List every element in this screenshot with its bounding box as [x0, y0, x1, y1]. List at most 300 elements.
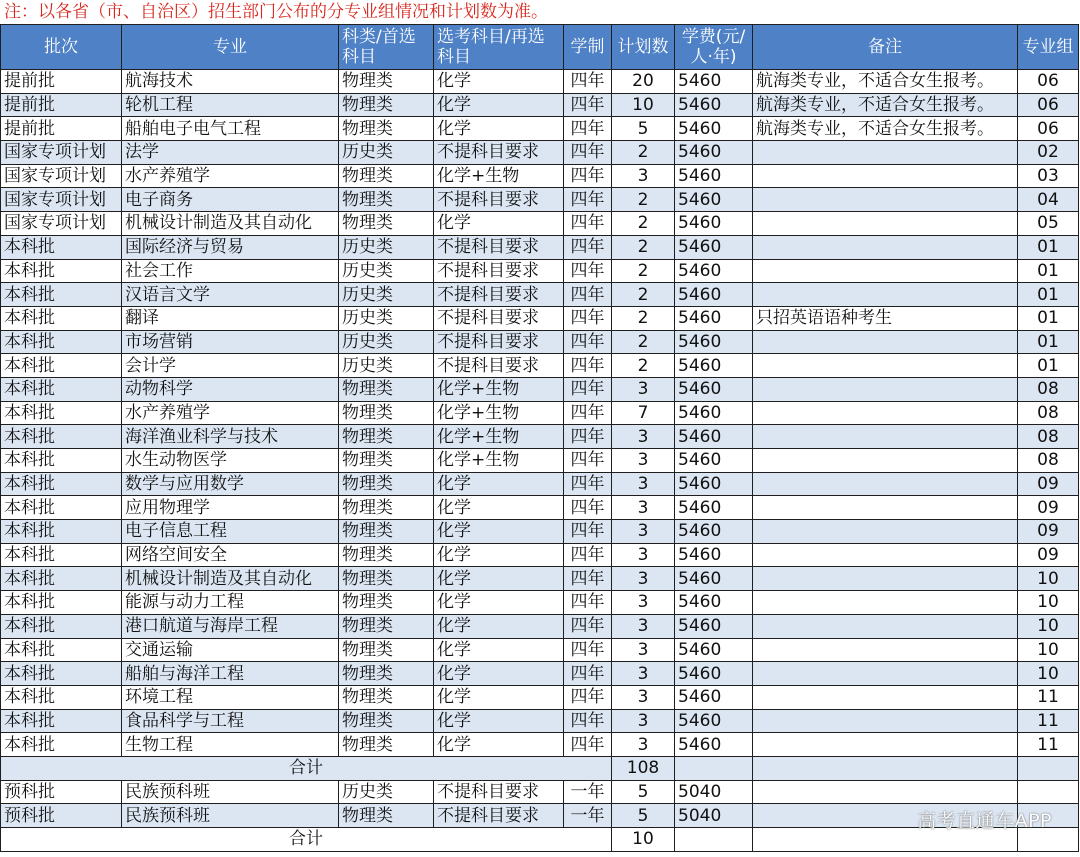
cell-group: 09: [1018, 520, 1079, 544]
cell-subject: 化学: [434, 567, 564, 591]
cell-fee: 5460: [675, 614, 753, 638]
cell-major: 汉语言文学: [122, 283, 339, 307]
table-row: [1, 662, 1079, 686]
cell-plan: 2: [612, 188, 675, 212]
cell-subject: 化学+生物: [434, 425, 564, 449]
cell-duration: 四年: [564, 614, 612, 638]
cell-major: 社会工作: [122, 259, 339, 283]
cell-major: 能源与动力工程: [122, 591, 339, 615]
cell-duration: 四年: [564, 662, 612, 686]
cell-major: 海洋渔业科学与技术: [122, 425, 339, 449]
cell-fee: 5460: [675, 235, 753, 259]
cell-category: 物理类: [339, 70, 434, 94]
cell-category: 物理类: [339, 591, 434, 615]
cell-major: 电子信息工程: [122, 520, 339, 544]
cell-major: 数学与应用数学: [122, 472, 339, 496]
cell-remark: [753, 780, 1018, 804]
table-body: [1, 70, 1079, 852]
cell-plan: 7: [612, 401, 675, 425]
cell-plan: 20: [612, 70, 675, 94]
cell-plan: 3: [612, 520, 675, 544]
cell-subject: 化学: [434, 212, 564, 236]
total-plan: 108: [612, 756, 675, 780]
cell-major: 机械设计制造及其自动化: [122, 567, 339, 591]
cell-fee: 5460: [675, 591, 753, 615]
cell-major: 轮机工程: [122, 93, 339, 117]
table-row: [1, 188, 1079, 212]
cell-subject: 不提科目要求: [434, 188, 564, 212]
cell-batch: 本科批: [1, 306, 122, 330]
cell-subject: 化学+生物: [434, 164, 564, 188]
cell-category: 物理类: [339, 543, 434, 567]
cell-batch: 本科批: [1, 377, 122, 401]
cell-major: 船舶与海洋工程: [122, 662, 339, 686]
cell-duration: 四年: [564, 306, 612, 330]
cell-group: 05: [1018, 212, 1079, 236]
cell-remark: [753, 259, 1018, 283]
cell-fee: 5460: [675, 117, 753, 141]
cell-subject: 不提科目要求: [434, 306, 564, 330]
cell-batch: 提前批: [1, 70, 122, 94]
cell-fee: 5460: [675, 425, 753, 449]
cell-major: 港口航道与海岸工程: [122, 614, 339, 638]
cell-plan: 5: [612, 804, 675, 828]
cell-batch: 本科批: [1, 354, 122, 378]
cell-subject: 不提科目要求: [434, 780, 564, 804]
cell-duration: 四年: [564, 638, 612, 662]
cell-duration: 四年: [564, 164, 612, 188]
total-empty-cell: [675, 756, 753, 780]
cell-major: 应用物理学: [122, 496, 339, 520]
cell-category: 物理类: [339, 93, 434, 117]
table-row: [1, 117, 1079, 141]
cell-fee: 5460: [675, 354, 753, 378]
total-empty-cell: [675, 828, 753, 852]
cell-batch: 本科批: [1, 638, 122, 662]
cell-batch: 本科批: [1, 591, 122, 615]
cell-subject: 化学: [434, 614, 564, 638]
cell-batch: 提前批: [1, 93, 122, 117]
cell-subject: 化学: [434, 117, 564, 141]
cell-major: 交通运输: [122, 638, 339, 662]
cell-group: 01: [1018, 259, 1079, 283]
cell-remark: [753, 638, 1018, 662]
cell-major: 电子商务: [122, 188, 339, 212]
cell-duration: 四年: [564, 591, 612, 615]
cell-category: 物理类: [339, 401, 434, 425]
cell-major: 水产养殖学: [122, 401, 339, 425]
cell-category: 历史类: [339, 306, 434, 330]
header-batch: 批次: [1, 25, 122, 70]
cell-major: 食品科学与工程: [122, 709, 339, 733]
cell-subject: 化学+生物: [434, 401, 564, 425]
cell-remark: [753, 472, 1018, 496]
cell-duration: 四年: [564, 330, 612, 354]
cell-subject: 化学+生物: [434, 377, 564, 401]
cell-subject: 化学: [434, 543, 564, 567]
cell-major: 会计学: [122, 354, 339, 378]
cell-category: 物理类: [339, 614, 434, 638]
header-duration: 学制: [564, 25, 612, 70]
cell-duration: 四年: [564, 93, 612, 117]
cell-subject: 化学: [434, 520, 564, 544]
cell-remark: [753, 685, 1018, 709]
cell-category: 物理类: [339, 520, 434, 544]
cell-fee: 5460: [675, 141, 753, 165]
cell-duration: 四年: [564, 472, 612, 496]
cell-remark: [753, 567, 1018, 591]
cell-plan: 3: [612, 591, 675, 615]
table-row: [1, 733, 1079, 757]
cell-plan: 2: [612, 141, 675, 165]
cell-group: 04: [1018, 188, 1079, 212]
cell-remark: 航海类专业，不适合女生报考。: [753, 93, 1018, 117]
cell-group: 01: [1018, 283, 1079, 307]
cell-batch: 本科批: [1, 662, 122, 686]
cell-fee: 5460: [675, 212, 753, 236]
table-row: [1, 259, 1079, 283]
cell-batch: 本科批: [1, 709, 122, 733]
cell-duration: 四年: [564, 117, 612, 141]
cell-duration: 四年: [564, 685, 612, 709]
table-note: 注：以各省（市、自治区）招生部门公布的分专业组情况和计划数为准。: [4, 2, 548, 22]
cell-batch: 国家专项计划: [1, 212, 122, 236]
cell-remark: [753, 235, 1018, 259]
cell-subject: 不提科目要求: [434, 235, 564, 259]
cell-category: 物理类: [339, 449, 434, 473]
cell-plan: 2: [612, 306, 675, 330]
table-row: [1, 425, 1079, 449]
table-row: [1, 354, 1079, 378]
cell-major: 国际经济与贸易: [122, 235, 339, 259]
header-major: 专业: [122, 25, 339, 70]
cell-group: 01: [1018, 306, 1079, 330]
cell-subject: 化学: [434, 709, 564, 733]
cell-fee: 5040: [675, 780, 753, 804]
table-row: [1, 93, 1079, 117]
cell-plan: 10: [612, 93, 675, 117]
cell-category: 物理类: [339, 733, 434, 757]
cell-duration: 四年: [564, 354, 612, 378]
cell-group: 11: [1018, 685, 1079, 709]
table-row: [1, 591, 1079, 615]
cell-subject: 化学: [434, 638, 564, 662]
cell-fee: 5460: [675, 377, 753, 401]
cell-plan: 2: [612, 354, 675, 378]
cell-plan: 3: [612, 164, 675, 188]
cell-batch: 本科批: [1, 567, 122, 591]
cell-remark: 航海类专业，不适合女生报考。: [753, 70, 1018, 94]
table-row: [1, 283, 1079, 307]
table-row: [1, 780, 1079, 804]
cell-fee: 5460: [675, 520, 753, 544]
cell-major: 市场营销: [122, 330, 339, 354]
table-row: [1, 70, 1079, 94]
table-row: [1, 685, 1079, 709]
cell-plan: 3: [612, 685, 675, 709]
cell-subject: 化学: [434, 591, 564, 615]
table-row: [1, 520, 1079, 544]
cell-duration: 四年: [564, 425, 612, 449]
total-empty-cell: [753, 756, 1018, 780]
cell-plan: 3: [612, 614, 675, 638]
cell-batch: 提前批: [1, 117, 122, 141]
cell-plan: 3: [612, 425, 675, 449]
cell-batch: 本科批: [1, 449, 122, 473]
cell-category: 物理类: [339, 685, 434, 709]
cell-subject: 化学: [434, 93, 564, 117]
cell-remark: [753, 401, 1018, 425]
cell-remark: [753, 425, 1018, 449]
total-label: 合计: [1, 828, 612, 852]
cell-remark: [753, 141, 1018, 165]
cell-remark: [753, 614, 1018, 638]
cell-remark: [753, 591, 1018, 615]
cell-subject: 化学: [434, 685, 564, 709]
cell-group: 11: [1018, 733, 1079, 757]
cell-category: 物理类: [339, 804, 434, 828]
header-category: 科类/首选科目: [339, 25, 434, 70]
cell-category: 历史类: [339, 283, 434, 307]
cell-subject: 不提科目要求: [434, 141, 564, 165]
cell-duration: 四年: [564, 377, 612, 401]
header-subject: 选考科目/再选科目: [434, 25, 564, 70]
table-row: [1, 141, 1079, 165]
cell-fee: 5460: [675, 259, 753, 283]
cell-batch: 本科批: [1, 235, 122, 259]
cell-remark: [753, 377, 1018, 401]
table-row: [1, 472, 1079, 496]
total-row: [1, 756, 1079, 780]
cell-batch: 本科批: [1, 614, 122, 638]
cell-duration: 四年: [564, 567, 612, 591]
cell-plan: 3: [612, 472, 675, 496]
header-fee: 学费(元/人·年): [675, 25, 753, 70]
cell-remark: [753, 520, 1018, 544]
cell-category: 物理类: [339, 188, 434, 212]
cell-group: 10: [1018, 638, 1079, 662]
cell-plan: 2: [612, 235, 675, 259]
cell-remark: [753, 496, 1018, 520]
cell-major: 民族预科班: [122, 780, 339, 804]
table-row: [1, 614, 1079, 638]
cell-plan: 3: [612, 733, 675, 757]
cell-major: 翻译: [122, 306, 339, 330]
cell-fee: 5460: [675, 733, 753, 757]
cell-duration: 一年: [564, 804, 612, 828]
cell-fee: 5460: [675, 188, 753, 212]
cell-major: 水生动物医学: [122, 449, 339, 473]
cell-category: 历史类: [339, 141, 434, 165]
cell-fee: 5460: [675, 472, 753, 496]
cell-plan: 5: [612, 117, 675, 141]
cell-fee: 5460: [675, 709, 753, 733]
cell-group: 08: [1018, 401, 1079, 425]
cell-fee: 5460: [675, 543, 753, 567]
cell-fee: 5460: [675, 306, 753, 330]
cell-subject: 不提科目要求: [434, 330, 564, 354]
cell-major: 航海技术: [122, 70, 339, 94]
cell-group: 03: [1018, 164, 1079, 188]
cell-duration: 四年: [564, 543, 612, 567]
cell-major: 生物工程: [122, 733, 339, 757]
table-row: [1, 709, 1079, 733]
cell-fee: 5460: [675, 93, 753, 117]
cell-plan: 3: [612, 567, 675, 591]
cell-batch: 本科批: [1, 425, 122, 449]
cell-category: 历史类: [339, 780, 434, 804]
cell-duration: 四年: [564, 283, 612, 307]
cell-batch: 本科批: [1, 401, 122, 425]
cell-group: 06: [1018, 93, 1079, 117]
cell-plan: 3: [612, 662, 675, 686]
cell-plan: 5: [612, 780, 675, 804]
total-plan: 10: [612, 828, 675, 852]
table-row: [1, 638, 1079, 662]
cell-major: 船舶电子电气工程: [122, 117, 339, 141]
cell-duration: 四年: [564, 259, 612, 283]
cell-group: 09: [1018, 472, 1079, 496]
cell-batch: 本科批: [1, 496, 122, 520]
header-plan: 计划数: [612, 25, 675, 70]
cell-remark: [753, 733, 1018, 757]
cell-duration: 四年: [564, 212, 612, 236]
cell-major: 机械设计制造及其自动化: [122, 212, 339, 236]
cell-plan: 2: [612, 330, 675, 354]
header-row: [1, 25, 1079, 70]
table-row: [1, 567, 1079, 591]
cell-duration: 四年: [564, 235, 612, 259]
cell-category: 物理类: [339, 117, 434, 141]
cell-fee: 5460: [675, 449, 753, 473]
cell-batch: 国家专项计划: [1, 164, 122, 188]
cell-category: 物理类: [339, 164, 434, 188]
table-row: [1, 235, 1079, 259]
cell-group: 10: [1018, 567, 1079, 591]
cell-category: 物理类: [339, 662, 434, 686]
cell-major: 法学: [122, 141, 339, 165]
cell-category: 历史类: [339, 354, 434, 378]
cell-remark: 航海类专业，不适合女生报考。: [753, 117, 1018, 141]
table-row: [1, 449, 1079, 473]
cell-group: 06: [1018, 70, 1079, 94]
cell-plan: 2: [612, 212, 675, 236]
cell-fee: 5460: [675, 567, 753, 591]
cell-batch: 本科批: [1, 520, 122, 544]
cell-batch: 国家专项计划: [1, 188, 122, 212]
cell-duration: 四年: [564, 733, 612, 757]
cell-batch: 本科批: [1, 543, 122, 567]
cell-duration: 四年: [564, 496, 612, 520]
cell-category: 物理类: [339, 377, 434, 401]
cell-fee: 5460: [675, 638, 753, 662]
cell-group: 09: [1018, 496, 1079, 520]
table-row: [1, 543, 1079, 567]
cell-plan: 3: [612, 709, 675, 733]
cell-plan: 2: [612, 283, 675, 307]
cell-subject: 不提科目要求: [434, 283, 564, 307]
cell-duration: 四年: [564, 188, 612, 212]
cell-major: 民族预科班: [122, 804, 339, 828]
cell-group: 01: [1018, 235, 1079, 259]
cell-group: 11: [1018, 709, 1079, 733]
cell-subject: 化学: [434, 70, 564, 94]
cell-fee: 5040: [675, 804, 753, 828]
cell-remark: [753, 212, 1018, 236]
cell-duration: 四年: [564, 141, 612, 165]
cell-category: 历史类: [339, 235, 434, 259]
cell-subject: 化学: [434, 496, 564, 520]
cell-fee: 5460: [675, 496, 753, 520]
cell-duration: 四年: [564, 709, 612, 733]
cell-group: 08: [1018, 425, 1079, 449]
cell-group: 08: [1018, 449, 1079, 473]
cell-plan: 3: [612, 638, 675, 662]
cell-duration: 四年: [564, 401, 612, 425]
cell-plan: 2: [612, 259, 675, 283]
cell-subject: 化学: [434, 662, 564, 686]
cell-category: 物理类: [339, 709, 434, 733]
cell-fee: 5460: [675, 164, 753, 188]
cell-category: 物理类: [339, 638, 434, 662]
cell-remark: [753, 662, 1018, 686]
cell-category: 物理类: [339, 472, 434, 496]
cell-category: 物理类: [339, 567, 434, 591]
cell-category: 物理类: [339, 212, 434, 236]
cell-fee: 5460: [675, 685, 753, 709]
cell-remark: [753, 164, 1018, 188]
cell-subject: 不提科目要求: [434, 354, 564, 378]
watermark: 高考直通车APP: [917, 810, 1052, 832]
cell-group: 06: [1018, 117, 1079, 141]
table-row: [1, 306, 1079, 330]
cell-subject: 不提科目要求: [434, 259, 564, 283]
table-row: [1, 401, 1079, 425]
cell-batch: 预科批: [1, 804, 122, 828]
cell-fee: 5460: [675, 283, 753, 307]
cell-group: 01: [1018, 354, 1079, 378]
header-group: 专业组: [1018, 25, 1079, 70]
cell-subject: 化学: [434, 472, 564, 496]
cell-subject: 不提科目要求: [434, 804, 564, 828]
cell-batch: 本科批: [1, 259, 122, 283]
cell-fee: 5460: [675, 330, 753, 354]
table-row: [1, 330, 1079, 354]
cell-category: 物理类: [339, 496, 434, 520]
cell-batch: 本科批: [1, 283, 122, 307]
cell-group: 09: [1018, 543, 1079, 567]
cell-batch: 本科批: [1, 330, 122, 354]
cell-group: 10: [1018, 591, 1079, 615]
cell-major: 环境工程: [122, 685, 339, 709]
cell-remark: [753, 354, 1018, 378]
cell-batch: 本科批: [1, 733, 122, 757]
cell-group: 08: [1018, 377, 1079, 401]
cell-group: 10: [1018, 662, 1079, 686]
cell-duration: 四年: [564, 449, 612, 473]
cell-plan: 3: [612, 496, 675, 520]
cell-subject: 化学: [434, 733, 564, 757]
table-row: [1, 164, 1079, 188]
cell-remark: [753, 188, 1018, 212]
cell-category: 物理类: [339, 425, 434, 449]
cell-duration: 一年: [564, 780, 612, 804]
cell-plan: 3: [612, 377, 675, 401]
cell-major: 水产养殖学: [122, 164, 339, 188]
cell-plan: 3: [612, 543, 675, 567]
cell-group: [1018, 780, 1079, 804]
cell-category: 历史类: [339, 330, 434, 354]
